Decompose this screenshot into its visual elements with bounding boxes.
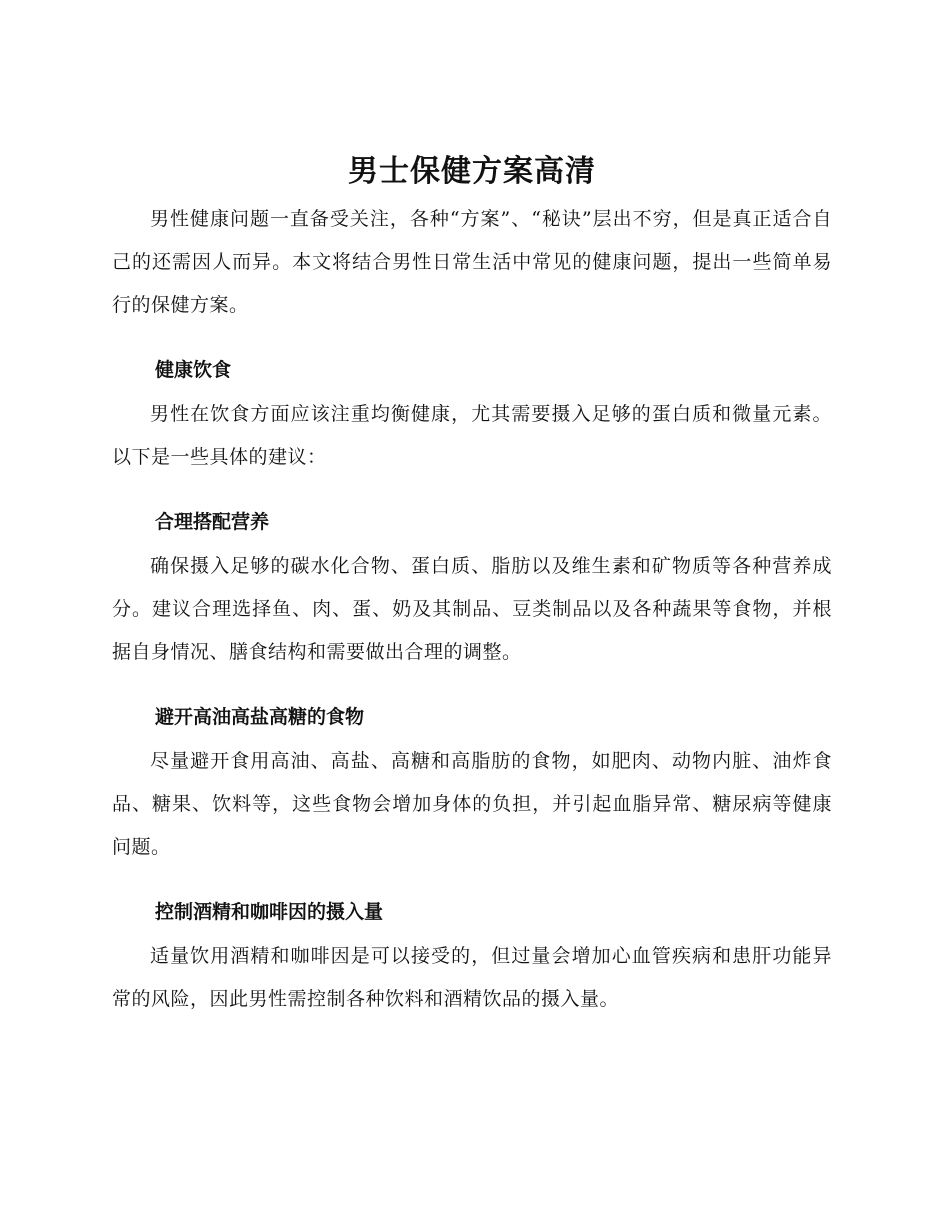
document-body <box>112 150 832 1021</box>
document-title: 男士保健方案高清 <box>348 154 596 189</box>
section-paragraph-avoid-fat-salt-sugar: 尽量避开食用高油、高盐、高糖和高脂肪的食物，如肥肉、动物内脏、油炸食品、糖果、饮料等，这些食物会增加身体的负担，并引起血脂异常、糖尿病等健康问题。 <box>112 750 832 858</box>
section-paragraph-balanced-nutrition: 确保摄入足够的碳水化合物、蛋白质、脂肪以及维生素和矿物质等各种营养成分。建议合理选择鱼、肉、蛋、奶及其制品、豆类制品以及各种蔬果等食物，并根据自身情况、膳食结构和需要做出合理的调整。 <box>112 555 832 663</box>
section-paragraph-alcohol-caffeine: 适量饮用酒精和咖啡因是可以接受的，但过量会增加心血管疾病和患肝功能异常的风险，因此男性需控制各种饮料和酒精饮品的摄入量。 <box>112 945 832 1010</box>
section-heading-alcohol-caffeine: 控制酒精和咖啡因的摄入量 <box>155 901 384 923</box>
section-heading-balanced-nutrition: 合理搭配营养 <box>155 511 270 533</box>
section-heading-healthy-diet: 健康饮食 <box>155 359 232 381</box>
section-paragraph-healthy-diet: 男性在饮食方面应该注重均衡健康，尤其需要摄入足够的蛋白质和微量元素。以下是一些具体的建议： <box>112 403 832 468</box>
section-heading-avoid-fat-salt-sugar: 避开高油高盐高糖的食物 <box>155 706 365 728</box>
intro-paragraph: 男性健康问题一直备受关注，各种“方案”、“秘诀”层出不穷，但是真正适合自己的还需因人而异。本文将结合男性日常生活中常见的健康问题，提出一些简单易行的保健方案。 <box>112 208 832 316</box>
